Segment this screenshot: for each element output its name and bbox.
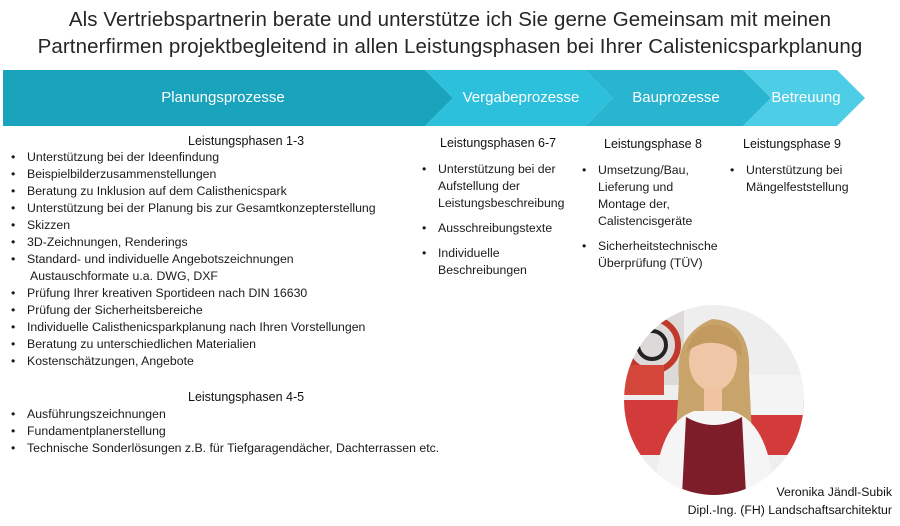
list-item: • Ausschreibungstexte — [418, 220, 568, 237]
portrait-illustration — [624, 305, 804, 495]
list-item: • Skizzen — [7, 217, 376, 234]
list-phases-6-7 — [418, 161, 568, 279]
list-item: • 3D-Zeichnungen, Renderings — [7, 234, 376, 251]
title-line-2: Partnerfirmen projektbegleitend in allen Leistungsphasen bei Ihrer Calistenicsparkplanung — [37, 35, 863, 58]
list-item: • Unterstützung bei der Ideenfindung — [7, 149, 376, 166]
list-item: • Kostenschätzungen, Angebote — [7, 353, 376, 370]
list-item: • Unterstützung bei der Planung bis zur Gesamtkonzepterstellung — [7, 200, 376, 217]
list-item: • Prüfung Ihrer kreativen Sportideen nach DIN 16630 — [7, 285, 376, 302]
title-line-1: Als Vertriebspartnerin berate und unterstütze ich Sie gerne Gemeinsam mit meinen — [68, 8, 832, 31]
list-item: • Unterstützung bei Mängelfeststellung — [726, 162, 876, 196]
list-phases-4-5 — [7, 406, 439, 457]
list-item: • Beratung zu unterschiedlichen Materialien — [7, 336, 376, 353]
list-item: • Fundamentplanerstellung — [7, 423, 439, 440]
list-item: • Technische Sonderlösungen z.B. für Tiefgaragendächer, Dachterrassen etc. — [7, 440, 439, 457]
page-title — [0, 6, 900, 60]
list-item: • Beispielbilderzusammenstellungen — [7, 166, 376, 183]
person-caption — [688, 483, 892, 519]
list-phase-9 — [726, 162, 876, 196]
list-phase-8 — [578, 162, 716, 272]
arrow-label-betreuung: Betreuung — [771, 89, 841, 106]
list-item: • Individuelle Calisthenicsparkplanung nach Ihren Vorstellungen — [7, 319, 376, 336]
portrait-photo — [624, 305, 804, 495]
arrow-label-vergabeprozesse: Vergabeprozesse — [462, 89, 580, 106]
list-item: • Prüfung der Sicherheitsbereiche — [7, 302, 376, 319]
heading-phases-1-3: Leistungsphasen 1-3 — [188, 134, 305, 148]
heading-phases-4-5: Leistungsphasen 4-5 — [188, 390, 305, 404]
person-name: Veronika Jändl-Subik — [776, 485, 892, 499]
arrow-label-planungsprozesse: Planungsprozesse — [161, 89, 285, 106]
list-item-continuation: Austauschformate u.a. DWG, DXF — [30, 269, 218, 283]
heading-phases-6-7: Leistungsphasen 6-7 — [440, 136, 557, 150]
list-item: • Beratung zu Inklusion auf dem Calisthenicspark — [7, 183, 376, 200]
list-item: • Standard- und individuelle Angebotszeichnungen Austauschformate u.a. DWG, DXF — [7, 251, 376, 285]
list-phases-1-3 — [7, 149, 376, 370]
list-item: • Individuelle Beschreibungen — [418, 245, 568, 279]
list-item: • Ausführungszeichnungen — [7, 406, 439, 423]
arrow-label-bauprozesse: Bauprozesse — [632, 89, 720, 106]
list-item: • Umsetzung/Bau, Lieferung und Montage der, Calistencisgeräte — [578, 162, 716, 230]
heading-phase-9: Leistungsphase 9 — [743, 137, 841, 151]
list-item: • Unterstützung bei der Aufstellung der Leistungsbeschreibung — [418, 161, 568, 212]
heading-phase-8: Leistungsphase 8 — [604, 137, 702, 151]
list-item: • Sicherheitstechnische Überprüfung (TÜV) — [578, 238, 716, 272]
person-title: Dipl.-Ing. (FH) Landschaftsarchitektur — [687, 503, 892, 517]
